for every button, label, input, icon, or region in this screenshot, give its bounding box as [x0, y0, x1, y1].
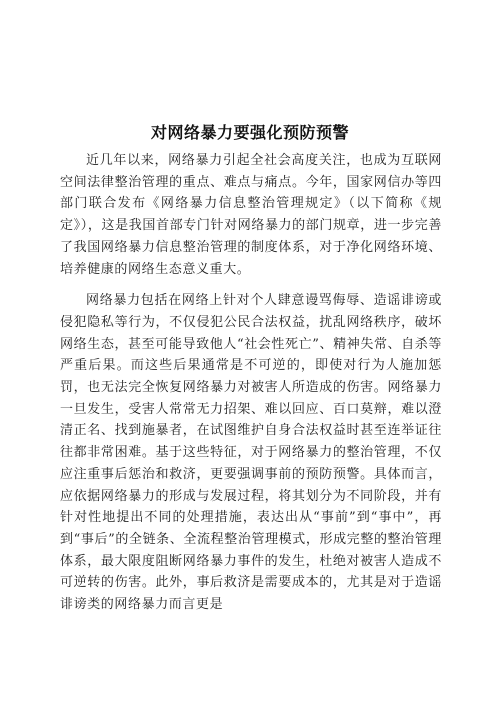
document-body — [60, 150, 442, 616]
paragraph-2: 网络暴力包括在网络上针对个人肆意谩骂侮辱、造谣诽谤或侵犯隐私等行为，不仅侵犯公民合法权益，扰乱网络秩序，破坏网络生态，甚至可能导致他人“社会性死亡”、精神失常、自杀等严重后果。而这些后果通常是不可逆的，即使对行为人施加惩罚，也无法完全恢复网络暴力对被害人所造成的伤害。网络暴力一旦发生，受害人常常无力招架、难以回应、百口莫辩，难以澄清正名、找到施暴者，在试图维护自身合法权益时甚至连举证往往都非常困难。基于这些特征，对于网络暴力的整治管理，不仅应注重事后惩治和救济，更要强调事前的预防预警。具体而言，应依据网络暴力的形成与发展过程，将其划分为不同阶段，并有针对性地提出不同的处理措施，表达出从“事前”到“事中”，再到“事后”的全链条、全流程整治管理模式，形成完整的整治管理体系，最大限度阻断网络暴力事件的发生，杜绝对被害人造成不可逆转的伤害。此外，事后救济是需要成本的，尤其是对于造谣诽谤类的网络暴力而言更是 — [60, 293, 442, 613]
paragraph-1: 近几年以来，网络暴力引起全社会高度关注，也成为互联网空间法律整治管理的重点、难点与痛点。今年，国家网信办等四部门联合发布《网络暴力信息整治管理规定》（以下简称《规定》），这是我国首部专门针对网络暴力的部门规章，进一步完善了我国网络暴力信息整治管理的制度体系，对于净化网络环境、培养健康的网络生态意义重大。 — [60, 153, 442, 277]
document-title: 对网络暴力要强化预防预警 — [150, 123, 349, 142]
